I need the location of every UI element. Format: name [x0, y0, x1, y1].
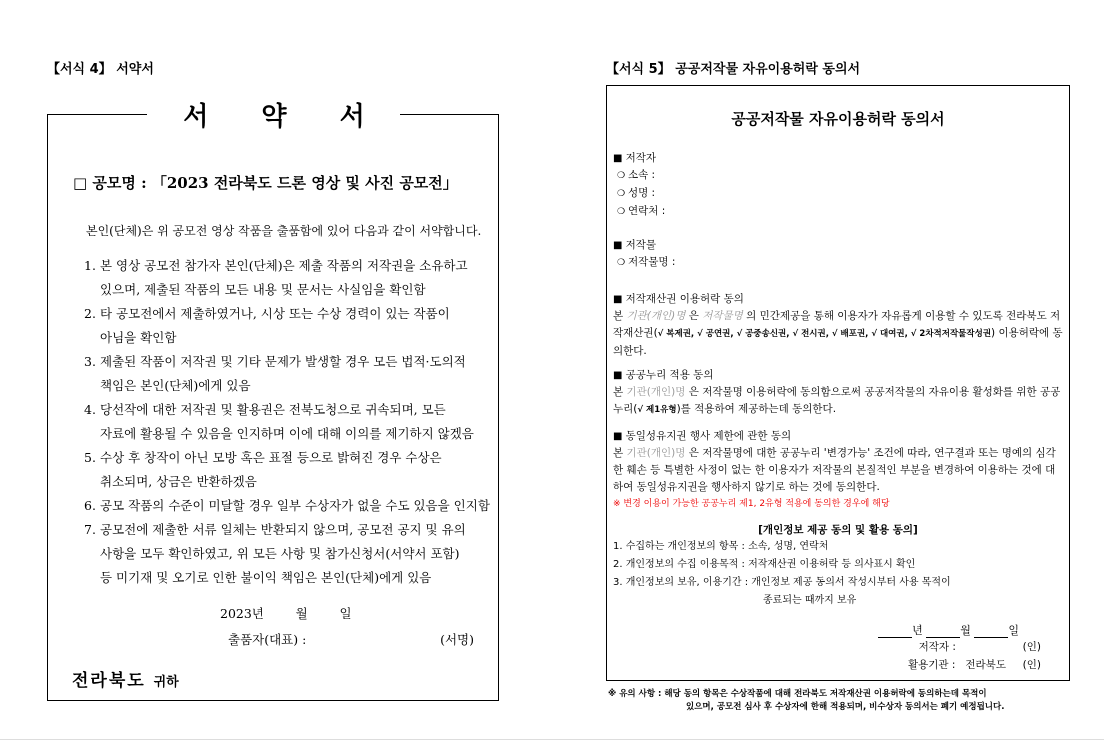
text-fragment: 은 [685, 310, 703, 322]
contact-field: ❍ 연락처 : [613, 203, 1065, 221]
item-line: 공모 작품의 수준이 미달할 경우 일부 수상자가 없을 수도 있음을 인지함 [100, 498, 490, 513]
text-fragment: 은 저작물명 이용허락에 동의함으로써 공공저작물의 자유이용 활성화를 위한 공공누리( [613, 386, 1061, 415]
rights-list: √ 복제권, √ 공연권, √ 공중송신권, √ 전시권, √ 배포권, √ 대여권, √ 2차적저작물작성권 [657, 329, 992, 339]
year-label: 년 [912, 624, 923, 637]
license-text [613, 308, 1065, 360]
signature-label: (서명) [440, 632, 474, 647]
item-line: 제출된 작품이 저작권 및 기타 문제가 발생할 경우 모든 법적·도의적 [100, 354, 466, 369]
addressee-name: 전라북도 [72, 671, 146, 691]
moral-rights-heading: ■ 동일성유지권 행사 제한에 관한 동의 [613, 428, 1065, 445]
license-heading: ■ 저작재산권 이용허락 동의 [613, 291, 1065, 308]
work-heading: ■ 저작물 [613, 237, 1065, 254]
org-placeholder: 기관(개인)명 [626, 386, 686, 398]
pledge-title: 서 약 서 [183, 102, 367, 132]
affiliation-field: ❍ 소속 : [613, 167, 1065, 185]
pledge-item [84, 518, 484, 590]
name-field: ❍ 성명 : [613, 185, 1065, 203]
pledge-item [84, 302, 484, 350]
license-section [613, 291, 1065, 360]
item-number: 4. [84, 402, 96, 417]
author-signature: 저작자 : (인) [918, 641, 1041, 653]
addressee [72, 666, 179, 691]
pledge-form [47, 114, 499, 701]
privacy-title: [개인정보 제공 동의 및 활용 동의] [758, 524, 918, 536]
item-line: 있으며, 제출된 작품의 모든 내용 및 문서는 사실임을 확인함 [100, 282, 426, 297]
bottom-divider [0, 739, 1104, 740]
item-number: 5. [84, 450, 96, 465]
item-number: 3. [84, 354, 96, 369]
moral-rights-text [613, 445, 1065, 496]
moral-rights-note: ※ 변경 이용이 가능한 공공누리 제1, 2유형 적용에 동의한 경우에 해당 [613, 499, 890, 509]
text-fragment: 의 민간제공을 통해 이용자가 자유롭게 이용할 수 있도록 전라북도 저작재산권( [613, 310, 1061, 339]
privacy-section [613, 538, 1065, 610]
item-number: 2. [84, 306, 96, 321]
author-heading: ■ 저작자 [613, 150, 1065, 167]
item-number: 7. [84, 522, 96, 537]
license-form [606, 85, 1070, 681]
pledge-item [84, 446, 484, 494]
item-line: 본 영상 공모전 참가자 본인(단체)은 제출 작품의 저작권을 소유하고 [100, 258, 468, 273]
notice [608, 688, 1068, 714]
item-line: 등 미기재 및 오기로 인한 불이익 책임은 본인(단체)에게 있음 [100, 570, 432, 585]
privacy-item: 2. 개인정보의 수집 이용목적 : 저작재산권 이용허락 등 의사표시 확인 [613, 559, 916, 570]
work-section [613, 237, 1065, 272]
item-line: 아님을 확인함 [100, 330, 177, 345]
pledge-item [84, 350, 484, 398]
text-fragment: ) 이용허락에 동의한다. [613, 327, 1063, 357]
org-placeholder: 기관(개인)명 [626, 447, 686, 459]
submitter-label: 출품자(대표) : [228, 632, 307, 647]
license-date [878, 622, 1019, 638]
pledge-date: 2023년 월 일 [220, 606, 352, 621]
item-line: 공모전에 제출한 서류 일체는 반환되지 않으며, 공모전 공지 및 유의 [100, 522, 466, 537]
left-form-label: 【서식 4】 서약서 [47, 62, 154, 77]
pledge-intro: 본인(단체)은 위 공모전 영상 작품을 출품함에 있어 다음과 같이 서약합니다. [86, 224, 482, 238]
privacy-item: 1. 수집하는 개인정보의 항목 : 소속, 성명, 연락처 [613, 541, 829, 552]
item-line: 취소되며, 상금은 반환하겠음 [100, 474, 257, 489]
item-line: 당선작에 대한 저작권 및 활용권은 전북도청으로 귀속되며, 모든 [100, 402, 446, 417]
item-line: 자료에 활용될 수 있음을 인지하며 이에 대해 이의를 제기하지 않겠음 [100, 426, 474, 441]
pledge-item [84, 398, 484, 446]
work-placeholder: 저작물명 [702, 310, 743, 322]
item-line: 사항을 모두 확인하였고, 위 모든 사항 및 참가신청서(서약서 포함) [100, 546, 460, 561]
day-blank [974, 625, 1008, 638]
text-fragment: 본 [613, 386, 627, 398]
right-form-label: 【서식 5】 공공저작물 자유이용허락 동의서 [606, 62, 861, 77]
month-blank [926, 625, 960, 638]
org-placeholder: 기관(개인)명 [626, 310, 686, 322]
privacy-item: 종료되는 때까지 보유 [763, 595, 857, 606]
work-title-field: ❍ 저작물명 : [613, 254, 1065, 272]
author-section [613, 150, 1065, 221]
nuri-text [613, 384, 1065, 419]
text-fragment: 은 저작물명에 대한 공공누리 '변경가능' 조건에 따라, 연구결과 또는 명예의 심각한 훼손 등 특별한 사정이 없는 한 이용자가 저작물의 본질적인 부분을 변경하여 이용하는 것에 대하여 동일성유지권을 행사하지 않기로 하는 것에 동의한다. [613, 447, 1056, 493]
pledge-item [84, 254, 484, 302]
item-line: 책임은 본인(단체)에게 있음 [100, 378, 251, 393]
nuri-type: √ 제1유형 [637, 405, 677, 415]
nuri-heading: ■ 공공누리 적용 동의 [613, 367, 1065, 384]
item-line: 타 공모전에서 제출하였거나, 시상 또는 수상 경력이 있는 작품이 [100, 306, 450, 321]
text-fragment: 본 [613, 447, 627, 459]
pledge-items [84, 254, 490, 590]
item-line: 수상 후 창작이 아닌 모방 혹은 표절 등으로 밝혀진 경우 수상은 [100, 450, 442, 465]
month-label: 월 [960, 624, 971, 637]
org-signature: 활용기관 : 전라북도 (인) [907, 659, 1041, 671]
pledge-item [84, 494, 490, 518]
item-number: 6. [84, 498, 96, 513]
privacy-item: 3. 개인정보의 보유, 이용기간 : 개인정보 제공 동의서 작성시부터 사용 목적이 [613, 577, 951, 588]
notice-line: 있으며, 공모전 심사 후 수상자에 한해 적용되며, 비수상자 동의서는 폐기 예정됩니다. [686, 702, 1005, 712]
license-title: 공공저작물 자유이용허락 동의서 [731, 110, 945, 128]
day-label: 일 [1008, 624, 1019, 637]
addressee-suffix: 귀하 [153, 675, 179, 690]
text-fragment: 본 [613, 310, 627, 322]
notice-line: ※ 유의 사항 : 해당 동의 항목은 수상작품에 대해 전라북도 저작재산권 이용허락에 동의하는데 목적이 [608, 689, 987, 699]
moral-rights-section [613, 428, 1065, 513]
contest-name: □ 공모명 : 「2023 전라북도 드론 영상 및 사진 공모전」 [73, 174, 458, 192]
text-fragment: )를 적용하여 제공하는데 동의한다. [676, 403, 837, 415]
year-blank [878, 625, 912, 638]
item-number: 1. [84, 258, 96, 273]
nuri-section [613, 367, 1065, 419]
